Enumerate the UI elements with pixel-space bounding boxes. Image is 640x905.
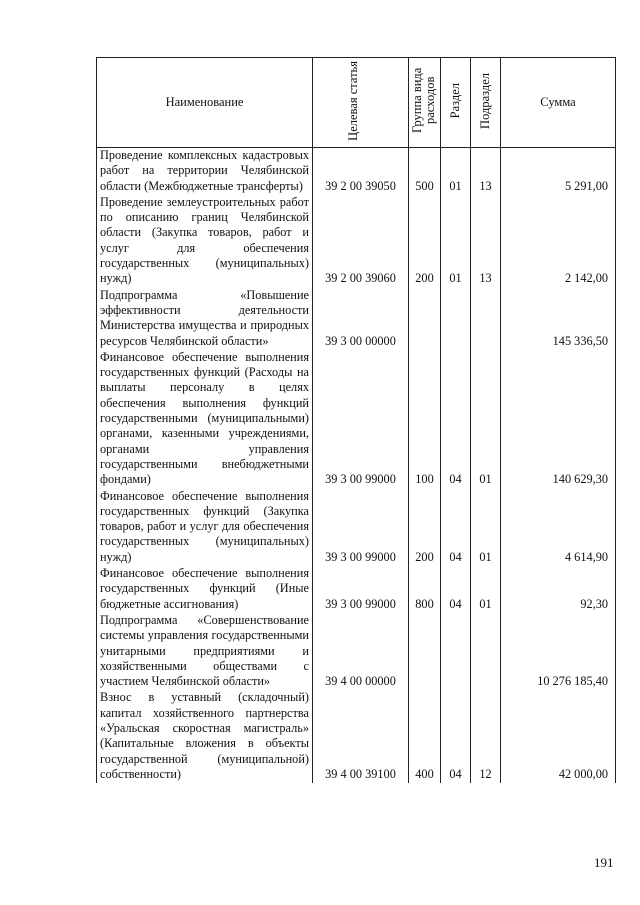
row-subsection — [471, 613, 501, 690]
row-subsection: 12 — [471, 690, 501, 783]
row-amount: 5 291,00 — [501, 148, 616, 195]
table-row — [97, 690, 616, 783]
row-expense-group: 100 — [409, 350, 441, 489]
row-section — [441, 288, 471, 350]
header-expense-group-cell — [409, 58, 441, 148]
row-expense-group — [409, 288, 441, 350]
row-name: Финансовое обеспечение выполнения государственных функций (Иные бюджетные ассигнования) — [97, 566, 313, 613]
table-row — [97, 148, 616, 195]
header-section: Раздел — [448, 82, 462, 119]
row-target-article: 39 3 00 00000 — [313, 288, 409, 350]
row-amount: 10 276 185,40 — [501, 613, 616, 690]
row-name: Подпрограмма «Совершенствование системы управления государственными унитарными предприятиями и хозяйственными обществами с участием Челябинской области» — [97, 613, 313, 690]
row-section: 01 — [441, 148, 471, 195]
row-section — [441, 613, 471, 690]
row-expense-group — [409, 613, 441, 690]
row-target-article: 39 3 00 99000 — [313, 489, 409, 566]
table-row — [97, 288, 616, 350]
row-target-article: 39 2 00 39050 — [313, 148, 409, 195]
row-section: 04 — [441, 690, 471, 783]
row-expense-group: 200 — [409, 195, 441, 288]
row-amount: 2 142,00 — [501, 195, 616, 288]
row-expense-group: 500 — [409, 148, 441, 195]
header-target-article-cell — [313, 58, 409, 148]
row-amount: 140 629,30 — [501, 350, 616, 489]
row-name: Финансовое обеспечение выполнения государственных функций (Закупка товаров, работ и услуг для обеспечения государственных (муниципальных) нужд) — [97, 489, 313, 566]
row-expense-group: 800 — [409, 566, 441, 613]
row-section: 04 — [441, 350, 471, 489]
table-row — [97, 350, 616, 489]
row-subsection: 13 — [471, 195, 501, 288]
row-subsection: 13 — [471, 148, 501, 195]
page-number: 191 — [594, 855, 614, 870]
table-row — [97, 613, 616, 690]
row-subsection: 01 — [471, 566, 501, 613]
row-target-article: 39 4 00 39100 — [313, 690, 409, 783]
header-subsection: Подраздел — [478, 72, 492, 129]
header-subsection-cell — [471, 58, 501, 148]
row-target-article: 39 4 00 00000 — [313, 613, 409, 690]
row-section: 01 — [441, 195, 471, 288]
row-subsection — [471, 288, 501, 350]
table-row — [97, 566, 616, 613]
budget-table — [96, 57, 616, 783]
row-amount: 4 614,90 — [501, 489, 616, 566]
row-name: Финансовое обеспечение выполнения государственных функций (Расходы на выплаты персоналу в целях обеспечения выполнения функций государственными (муниципальными) органами, казенными учреждениями, органами управления государственными внебюджетными фондами) — [97, 350, 313, 489]
row-amount: 42 000,00 — [501, 690, 616, 783]
header-amount: Сумма — [501, 58, 616, 148]
header-expense-group: Группа вида расходов — [409, 67, 437, 134]
table-row — [97, 489, 616, 566]
row-target-article: 39 2 00 39060 — [313, 195, 409, 288]
header-target-article: Целевая статья — [345, 60, 360, 141]
table-header-row — [97, 58, 616, 148]
row-name: Проведение комплексных кадастровых работ на территории Челябинской области (Межбюджетные трансферты) — [97, 148, 313, 195]
row-expense-group: 400 — [409, 690, 441, 783]
row-target-article: 39 3 00 99000 — [313, 566, 409, 613]
row-section: 04 — [441, 566, 471, 613]
row-section: 04 — [441, 489, 471, 566]
row-amount: 92,30 — [501, 566, 616, 613]
row-name: Проведение землеустроительных работ по описанию границ Челябинской области (Закупка товаров, работ и услуг для обеспечения государственных (муниципальных) нужд) — [97, 195, 313, 288]
table-row — [97, 195, 616, 288]
row-expense-group: 200 — [409, 489, 441, 566]
row-name: Подпрограмма «Повышение эффективности деятельности Министерства имущества и природных ресурсов Челябинской области» — [97, 288, 313, 350]
header-name: Наименование — [97, 58, 313, 148]
row-name: Взнос в уставный (складочный) капитал хозяйственного партнерства «Уральская скоростная магистраль» (Капитальные вложения в объекты государственной (муниципальной) собственности) — [97, 690, 313, 783]
row-subsection: 01 — [471, 489, 501, 566]
row-subsection: 01 — [471, 350, 501, 489]
row-target-article: 39 3 00 99000 — [313, 350, 409, 489]
header-section-cell — [441, 58, 471, 148]
row-amount: 145 336,50 — [501, 288, 616, 350]
